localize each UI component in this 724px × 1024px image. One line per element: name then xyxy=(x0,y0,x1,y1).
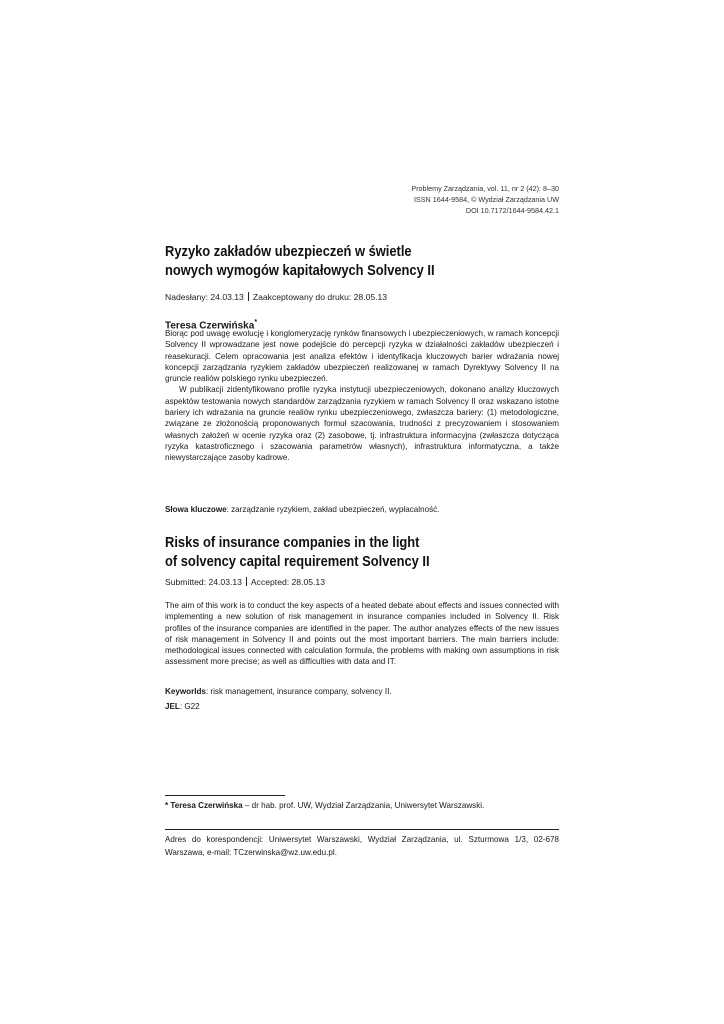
keywords-polish-value: : zarządzanie ryzykiem, zakład ubezpieczeń, wypłacalność. xyxy=(226,505,440,514)
author-footnote-mark: * xyxy=(254,319,258,326)
accepted-date-english: Accepted: 28.05.13 xyxy=(250,577,325,587)
abstract-polish-paragraph-1: Biorąc pod uwagę ewolucję i konglomeryzację rynków finansowych i ubezpieczeniowych, w ramach koncepcji Solvency II wprowadzane jest nowe podejście do percepcji ryzyka w działalności zakładów ubezpieczeń i reasekuracji. Celem opracowania jest analiza efektów i identyfikacja kluczowych barier wdrażania nowej koncepcji zarządzania ryzykiem zakładów ubezpieczeń realizowanej w ramach Dyrektywy Solvency II na gruncie realiów polskiego rynku ubezpieczeń. xyxy=(165,329,559,384)
title-polish-line-2: nowych wymogów kapitałowych Solvency II xyxy=(165,262,435,279)
keywords-english-value: : risk management, insurance company, solvency II. xyxy=(205,687,392,696)
journal-header xyxy=(165,183,559,216)
date-separator xyxy=(248,292,249,301)
keywords-polish-label: Słowa kluczowe xyxy=(165,505,227,514)
jel-label: JEL xyxy=(165,702,180,711)
date-separator xyxy=(246,577,247,586)
title-english-line-2: of solvency capital requirement Solvency II xyxy=(165,553,430,570)
footnote-divider xyxy=(165,795,285,796)
abstract-polish xyxy=(165,328,559,464)
submitted-date-english: Submitted: 24.03.13 xyxy=(165,577,242,587)
title-english-line-1: Risks of insurance companies in the light xyxy=(165,534,420,551)
correspondence-divider xyxy=(165,829,559,830)
keywords-english xyxy=(165,686,559,697)
accepted-date-polish: Zaakceptowany do druku: 28.05.13 xyxy=(252,292,388,302)
keywords-english-label: Keyworlds xyxy=(165,687,206,696)
journal-issn: ISSN 1644-9584, © Wydział Zarządzania UW xyxy=(413,195,559,204)
journal-doi: DOI 10.7172/1644-9584.42.1 xyxy=(465,206,559,215)
footnote-affiliation: – dr hab. prof. UW, Wydział Zarządzania, Uniwersytet Warszawski. xyxy=(242,801,485,810)
abstract-english xyxy=(165,600,559,668)
abstract-english-paragraph: The aim of this work is to conduct the key aspects of a heated debate about effects and issues connected with implementing a new solution of risk management in insurance companies included in Solvency II. Risk profiles of the insurance companies are identified in the paper. The author analyzes effects of the new issues of risk management in Solvency II and points out the most important barriers. The main barriers include: methodological issues connected with calculation formula, the problems with making own assumptions in risk assessment more precise; as well as difficulties with data and IT. xyxy=(165,601,559,667)
correspondence-address: Adres do korespondencji: Uniwersytet Warszawski, Wydział Zarządzania, ul. Szturmowa 1/3, 02-678 Warszawa, e-mail: TCzerwinska@wz.uw.edu.pl. xyxy=(165,835,559,857)
dates-english xyxy=(165,576,325,588)
author-footnote xyxy=(165,800,559,811)
title-polish xyxy=(165,242,504,280)
jel-value: : G22 xyxy=(179,702,200,711)
title-english xyxy=(165,533,504,571)
keywords-polish xyxy=(165,504,559,515)
jel-classification xyxy=(165,701,559,712)
abstract-polish-paragraph-2: W publikacji zidentyfikowano profile ryzyka instytucji ubezpieczeniowych, dokonano analizy kluczowych aspektów testowania nowych standardów zarządzania ryzykiem w ramach Solvency II oraz wskazano istotne bariery ich wdrażania na gruncie realiów rynku ubezpieczeniowego, zwłaszcza bariery: (1) metodologiczne, związane ze złożonością proponowanych formuł szacowania, trudności z precyzowaniem i stosowaniem własnych założeń w ocenie ryzyka oraz (2) zasobowe, tj. infrastruktura informacyjna (zwłaszcza dotycząca ryzyka katastroficznego i szacowania parametrów własnych), infrastruktura informatyczna, a także niewystarczające zasoby kadrowe. xyxy=(165,385,559,463)
author-name-text: Teresa Czerwińska xyxy=(165,320,255,332)
dates-polish xyxy=(165,291,387,303)
footnote-author: * Teresa Czerwińska xyxy=(165,801,243,810)
submitted-date-polish: Nadesłany: 24.03.13 xyxy=(165,292,244,302)
journal-citation: Problemy Zarządzania, vol. 11, nr 2 (42): 8–30 xyxy=(411,184,559,193)
title-polish-line-1: Ryzyko zakładów ubezpieczeń w świetle xyxy=(165,243,412,260)
